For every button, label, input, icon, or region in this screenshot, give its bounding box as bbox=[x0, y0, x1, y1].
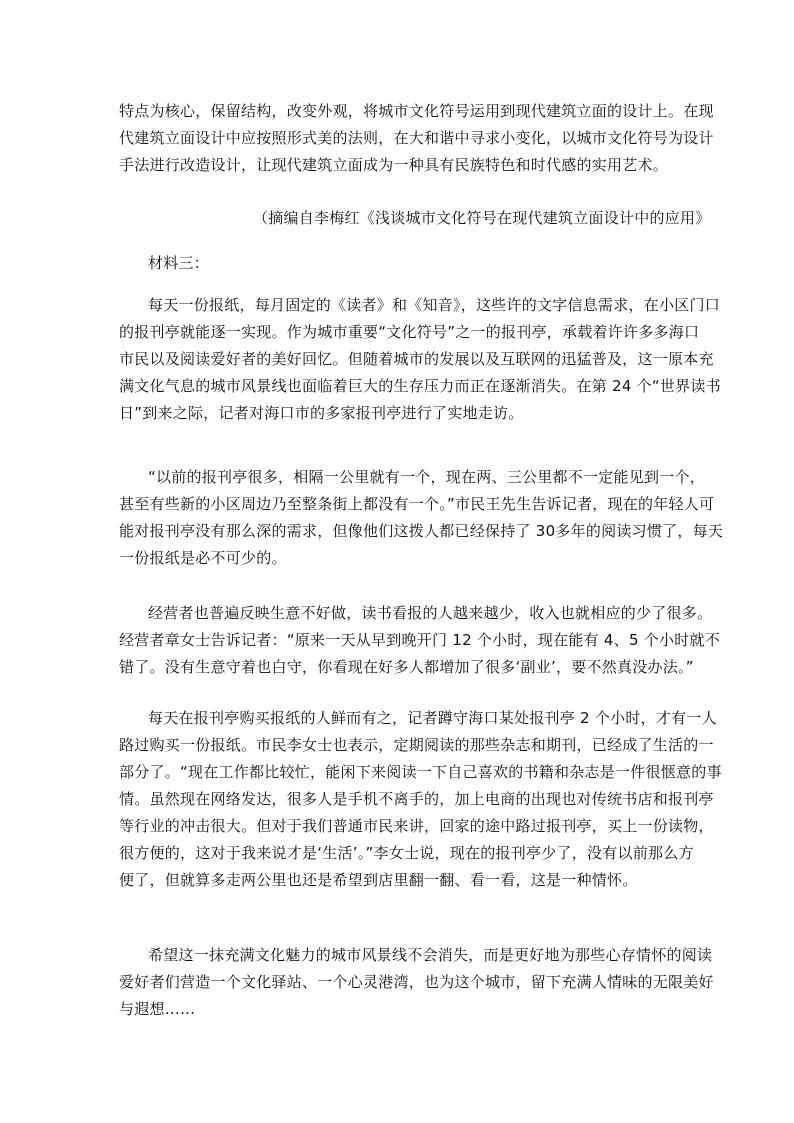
paragraph bbox=[119, 467, 724, 568]
text-line: 经营者章女士告诉记者：“原来一天从早到晚开门 12 个小时，现在能有 4、5 个小时就不 bbox=[119, 631, 721, 649]
text-line: 满文化气息的城市风景线也面临着巨大的生存压力而正在逐渐消失。在第 24 个“世界读书 bbox=[119, 377, 721, 395]
text-line: 希望这一抹充满文化魅力的城市风景线不会消失，而是更好地为那些心存情怀的阅读 bbox=[148, 946, 713, 964]
text-line: 路过购买一份报纸。市民李女士也表示，定期阅读的那些杂志和期刊，已经成了生活的一 bbox=[119, 736, 714, 754]
paragraph bbox=[119, 295, 721, 423]
paragraph bbox=[119, 945, 714, 1019]
text-line: 每天在报刊亭购买报纸的人鲜而有之，记者蹲守海口某处报刊亭 2 个小时，才有一人 bbox=[148, 709, 717, 727]
text-line: 情。虽然现在网络发达，很多人是手机不离手的，加上电商的出现也对传统书店和报刊亭 bbox=[119, 790, 714, 808]
text-line: 能对报刊亭没有那么深的需求，但像他们这拨人都已经保持了 30多年的阅读习惯了，每天 bbox=[119, 522, 724, 540]
citation: （摘编自李梅红《浅谈城市文化符号在现代建筑立面设计中的应用》 bbox=[253, 209, 711, 227]
text-line: 等行业的冲击很大。但对于我们普通市民来讲，回家的途中路过报刊亭，买上一份读物， bbox=[119, 817, 714, 835]
paragraph-continued bbox=[119, 101, 714, 175]
section-heading: 材料三： bbox=[148, 254, 210, 272]
text-line: 便了，但就算多走两公里也还是希望到店里翻一翻、看一看，这是一种情怀。 bbox=[119, 871, 638, 889]
text-line: 手法进行改造设计，让现代建筑立面成为一种具有民族特色和时代感的实用艺术。 bbox=[119, 156, 669, 174]
paragraph bbox=[119, 603, 721, 677]
text-line: 经营者也普遍反映生意不好做，读书看报的人越来越少，收入也就相应的少了很多。 bbox=[148, 604, 713, 622]
text-line: 部分了。“现在工作都比较忙，能闲下来阅读一下自己喜欢的书籍和杂志是一件很惬意的事 bbox=[119, 763, 722, 781]
text-line: 特点为核心，保留结构，改变外观，将城市文化符号运用到现代建筑立面的设计上。在现 bbox=[119, 102, 714, 120]
text-line: 很方便的，这对于我来说才是‘生活’。”李女士说，现在的报刊亭少了，没有以前那么方 bbox=[119, 844, 694, 862]
text-line: 一份报纸是必不可少的。 bbox=[119, 549, 287, 567]
text-line: 的报刊亭就能逐一实现。作为城市重要“文化符号”之一的报刊亭，承载着许许多多海口 bbox=[119, 323, 700, 341]
text-line: 错了。没有生意守着也白守，你看现在好多人都增加了很多‘副业’，要不然真没办法。” bbox=[119, 658, 694, 676]
text-line: 与遐想…… bbox=[119, 1000, 196, 1018]
text-line: 甚至有些新的小区周边乃至整条街上都没有一个。”市民王先生告诉记者，现在的年轻人可 bbox=[119, 495, 715, 513]
text-line: 市民以及阅读爱好者的美好回忆。但随着城市的发展以及互联网的迅猛普及，这一原本充 bbox=[119, 350, 714, 368]
text-line: 爱好者们营造一个文化驿站、一个心灵港湾，也为这个城市，留下充满人情味的无限美好 bbox=[119, 973, 714, 991]
text-line: “以前的报刊亭很多，相隔一公里就有一个，现在两、三公里都不一定能见到一个， bbox=[148, 468, 706, 486]
text-line: 每天一份报纸，每月固定的《读者》和《知音》，这些许的文字信息需求，在小区门口 bbox=[148, 296, 721, 314]
text-line: 日”到来之际，记者对海口市的多家报刊亭进行了实地走访。 bbox=[119, 404, 524, 422]
paragraph bbox=[119, 708, 722, 890]
text-line: 代建筑立面设计中应按照形式美的法则，在大和谐中寻求小变化，以城市文化符号为设计 bbox=[119, 129, 714, 147]
